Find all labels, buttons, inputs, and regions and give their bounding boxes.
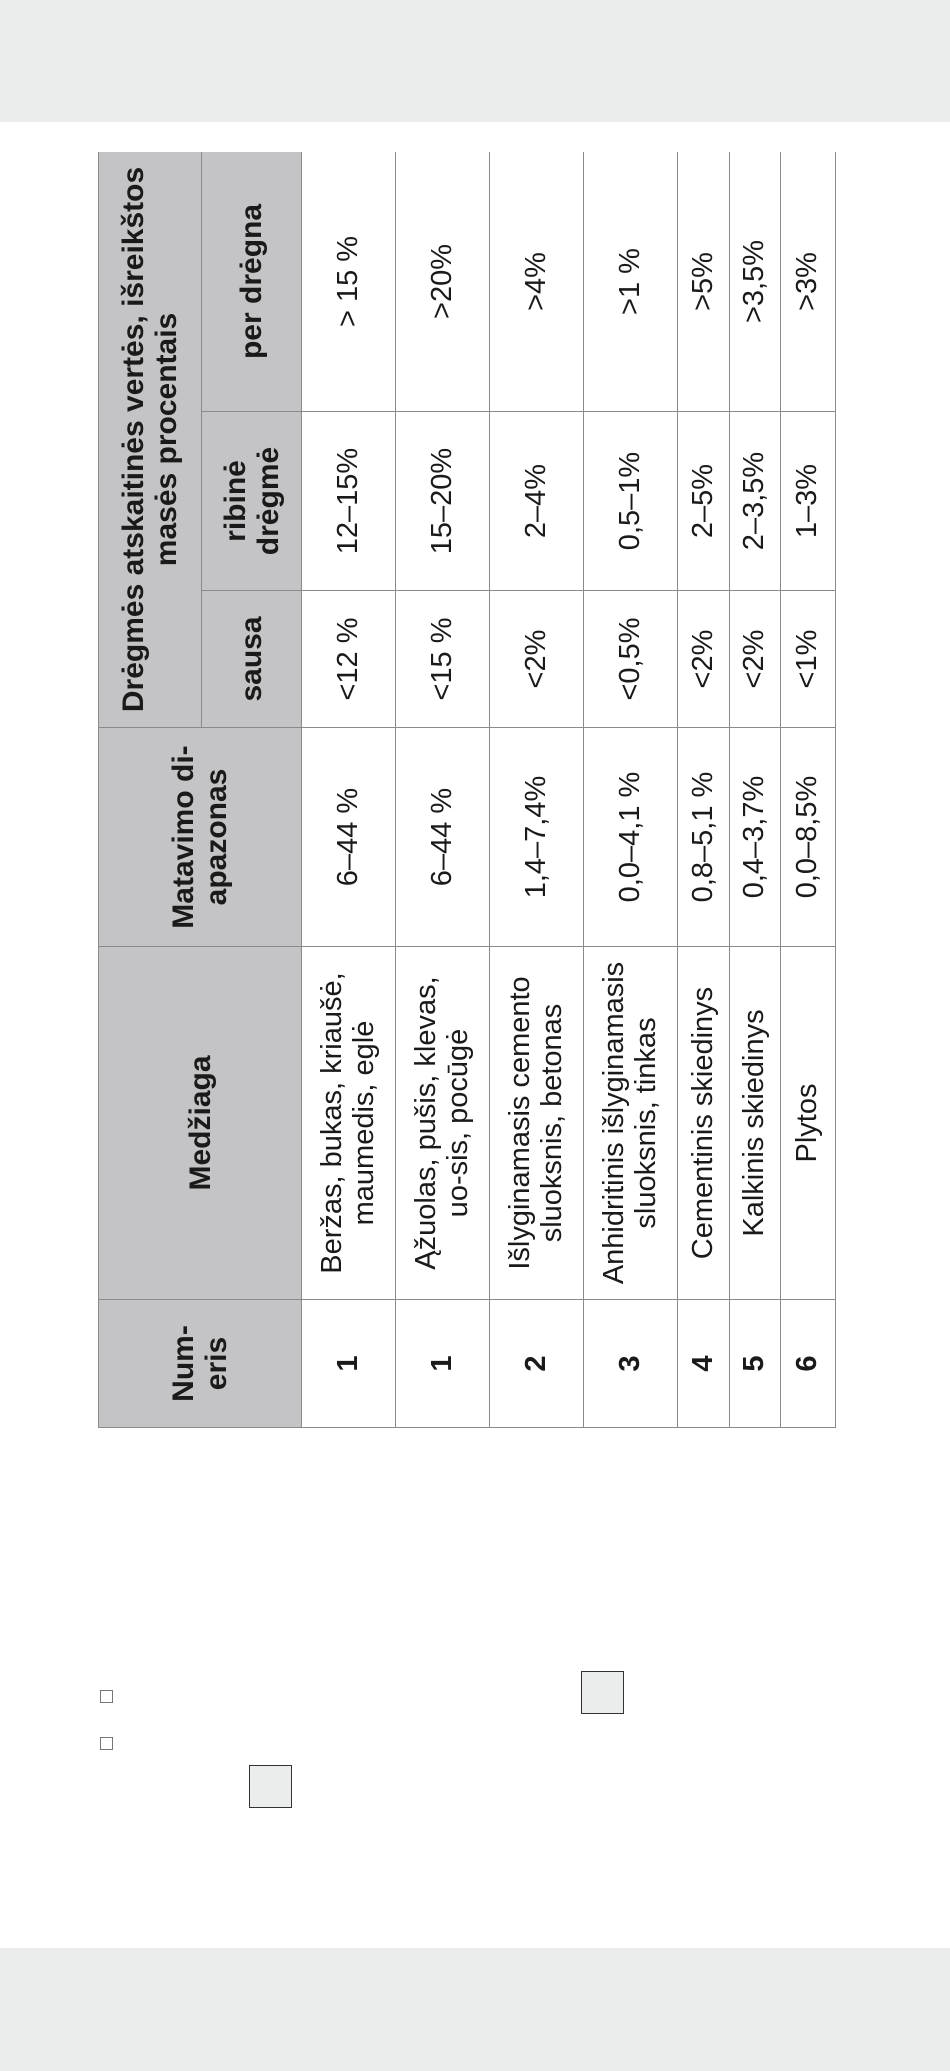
small-checkbox-icon <box>100 1690 113 1703</box>
row-range: 0,4–3,7% <box>730 728 781 947</box>
row-too-wet: >1 % <box>584 152 678 412</box>
table-row <box>396 152 490 1428</box>
header-limit: ribinė drėgmė <box>202 412 302 591</box>
square-marker-icon <box>249 1765 292 1808</box>
square-marker-icon <box>581 1671 624 1714</box>
row-limit: 2–4% <box>490 412 584 591</box>
table-row <box>678 152 730 1428</box>
row-dry: <1% <box>781 591 836 728</box>
row-dry: <15 % <box>396 591 490 728</box>
row-limit: 2–3,5% <box>730 412 781 591</box>
row-number: 1 <box>302 1300 396 1428</box>
small-checkbox-icon <box>100 1737 113 1750</box>
row-range: 0,8–5,1 % <box>678 728 730 947</box>
row-too-wet: >3,5% <box>730 152 781 412</box>
row-dry: <2% <box>678 591 730 728</box>
row-number: 3 <box>584 1300 678 1428</box>
row-range: 6–44 % <box>396 728 490 947</box>
table-row <box>584 152 678 1428</box>
row-range: 1,4–7,4% <box>490 728 584 947</box>
table-row <box>730 152 781 1428</box>
table-container <box>98 152 836 1428</box>
row-too-wet: > 15 % <box>302 152 396 412</box>
header-dry: sausa <box>202 591 302 728</box>
row-material: Beržas, bukas, kriaušė, maumedis, eglė <box>302 947 396 1300</box>
row-number: 6 <box>781 1300 836 1428</box>
row-number: 1 <box>396 1300 490 1428</box>
row-too-wet: >5% <box>678 152 730 412</box>
row-limit: 12–15% <box>302 412 396 591</box>
row-limit: 0,5–1% <box>584 412 678 591</box>
row-number: 4 <box>678 1300 730 1428</box>
row-limit: 2–5% <box>678 412 730 591</box>
row-material: Anhidritinis išlyginamasis sluoksnis, tinkas <box>584 947 678 1300</box>
row-material: Kalkinis skiedinys <box>730 947 781 1300</box>
header-range: Matavimo di-apazonas <box>99 728 302 947</box>
header-material: Medžiaga <box>99 947 302 1300</box>
row-range: 0,0–8,5% <box>781 728 836 947</box>
row-range: 0,0–4,1 % <box>584 728 678 947</box>
header-reference-values: Drėgmės atskaitinės vertės, išreikštos masės procentais <box>99 152 202 728</box>
row-material: Plytos <box>781 947 836 1300</box>
row-too-wet: >3% <box>781 152 836 412</box>
row-dry: <12 % <box>302 591 396 728</box>
row-dry: <2% <box>490 591 584 728</box>
row-limit: 1–3% <box>781 412 836 591</box>
row-dry: <0,5% <box>584 591 678 728</box>
row-dry: <2% <box>730 591 781 728</box>
document-page <box>0 122 950 1948</box>
row-number: 2 <box>490 1300 584 1428</box>
table-row <box>302 152 396 1428</box>
row-material: Išlyginamasis cemento sluoksnis, betonas <box>490 947 584 1300</box>
row-limit: 15–20% <box>396 412 490 591</box>
row-range: 6–44 % <box>302 728 396 947</box>
row-too-wet: >20% <box>396 152 490 412</box>
header-too-wet: per drėgna <box>202 152 302 412</box>
row-too-wet: >4% <box>490 152 584 412</box>
row-material: Ąžuolas, pušis, klevas, uo-sis, pocūgė <box>396 947 490 1300</box>
table-row <box>490 152 584 1428</box>
rotated-table-wrapper <box>98 152 836 1428</box>
table-row <box>781 152 836 1428</box>
row-material: Cementinis skiedinys <box>678 947 730 1300</box>
moisture-reference-table <box>98 152 836 1428</box>
row-number: 5 <box>730 1300 781 1428</box>
header-number: Num-eris <box>99 1300 302 1428</box>
